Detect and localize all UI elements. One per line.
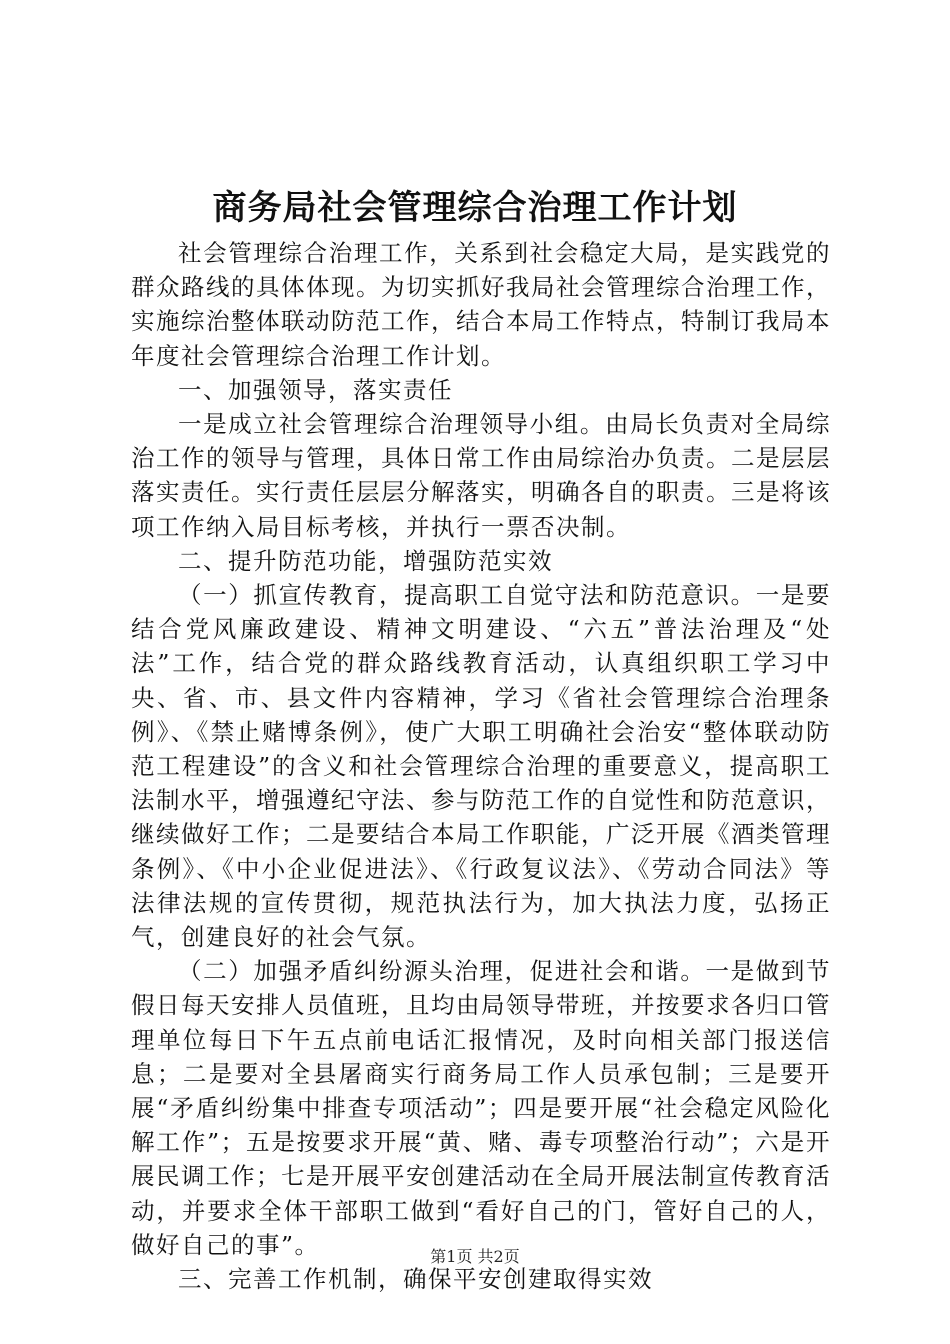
section-1-paragraph: 一是成立社会管理综合治理领导小组。由局长负责对全局综治工作的领导与管理，具体日常工作由局综治办负责。二是层层落实责任。实行责任层层分解落实，明确各自的职责。三是将该项工作纳入局目标考核，并执行一票否决制。: [131, 410, 831, 541]
section-heading-2: 二、提升防范功能，增强防范实效: [178, 546, 553, 575]
intro-paragraph: 社会管理综合治理工作，关系到社会稳定大局，是实践党的群众路线的具体体现。为切实抓好我局社会管理综合治理工作，实施综治整体联动防范工作，结合本局工作特点，特制订我局本年度社会管理综合治理工作计划。: [131, 239, 831, 370]
document-title: 商务局社会管理综合治理工作计划: [212, 188, 738, 228]
section-2-paragraph-2: （二）加强矛盾纠纷源头治理，促进社会和谐。一是做到节假日每天安排人员值班，且均由局领导带班，并按要求各归口管理单位每日下午五点前电话汇报情况，及时向相关部门报送信息；二是要对全县屠商实行商务局工作人员承包制；三是要开展“矛盾纠纷集中排查专项活动”；四是要开展“社会稳定风险化解工作”；五是按要求开展“黄、赌、毒专项整治行动”；六是开展民调工作；七是开展平安创建活动在全局开展法制宣传教育活动，并要求全体干部职工做到“看好自己的门，管好自己的人，做好自己的事”。: [131, 957, 831, 1259]
page-number-footer: 第1页 共2页: [430, 1247, 520, 1266]
section-heading-1: 一、加强领导，落实责任: [178, 375, 453, 404]
section-2-paragraph-1: （一）抓宣传教育，提高职工自觉守法和防范意识。一是要结合党风廉政建设、精神文明建设、“六五”普法治理及“处法”工作，结合党的群众路线教育活动，认真组织职工学习中央、省、市、县文件内容精神，学习《省社会管理综合治理条例》、《禁止赌博条例》，使广大职工明确社会治安“整体联动防范工程建设”的含义和社会管理综合治理的重要意义，提高职工法制水平，增强遵纪守法、参与防范工作的自觉性和防范意识，继续做好工作；二是要结合本局工作职能，广泛开展《酒类管理条例》、《中小企业促进法》、《行政复议法》、《劳动合同法》等法律法规的宣传贯彻，规范执法行为，加大执法力度，弘扬正气，创建良好的社会气氛。: [131, 581, 831, 952]
document-body: [131, 236, 831, 1296]
section-heading-3: 三、完善工作机制，确保平安创建取得实效: [178, 1265, 653, 1294]
